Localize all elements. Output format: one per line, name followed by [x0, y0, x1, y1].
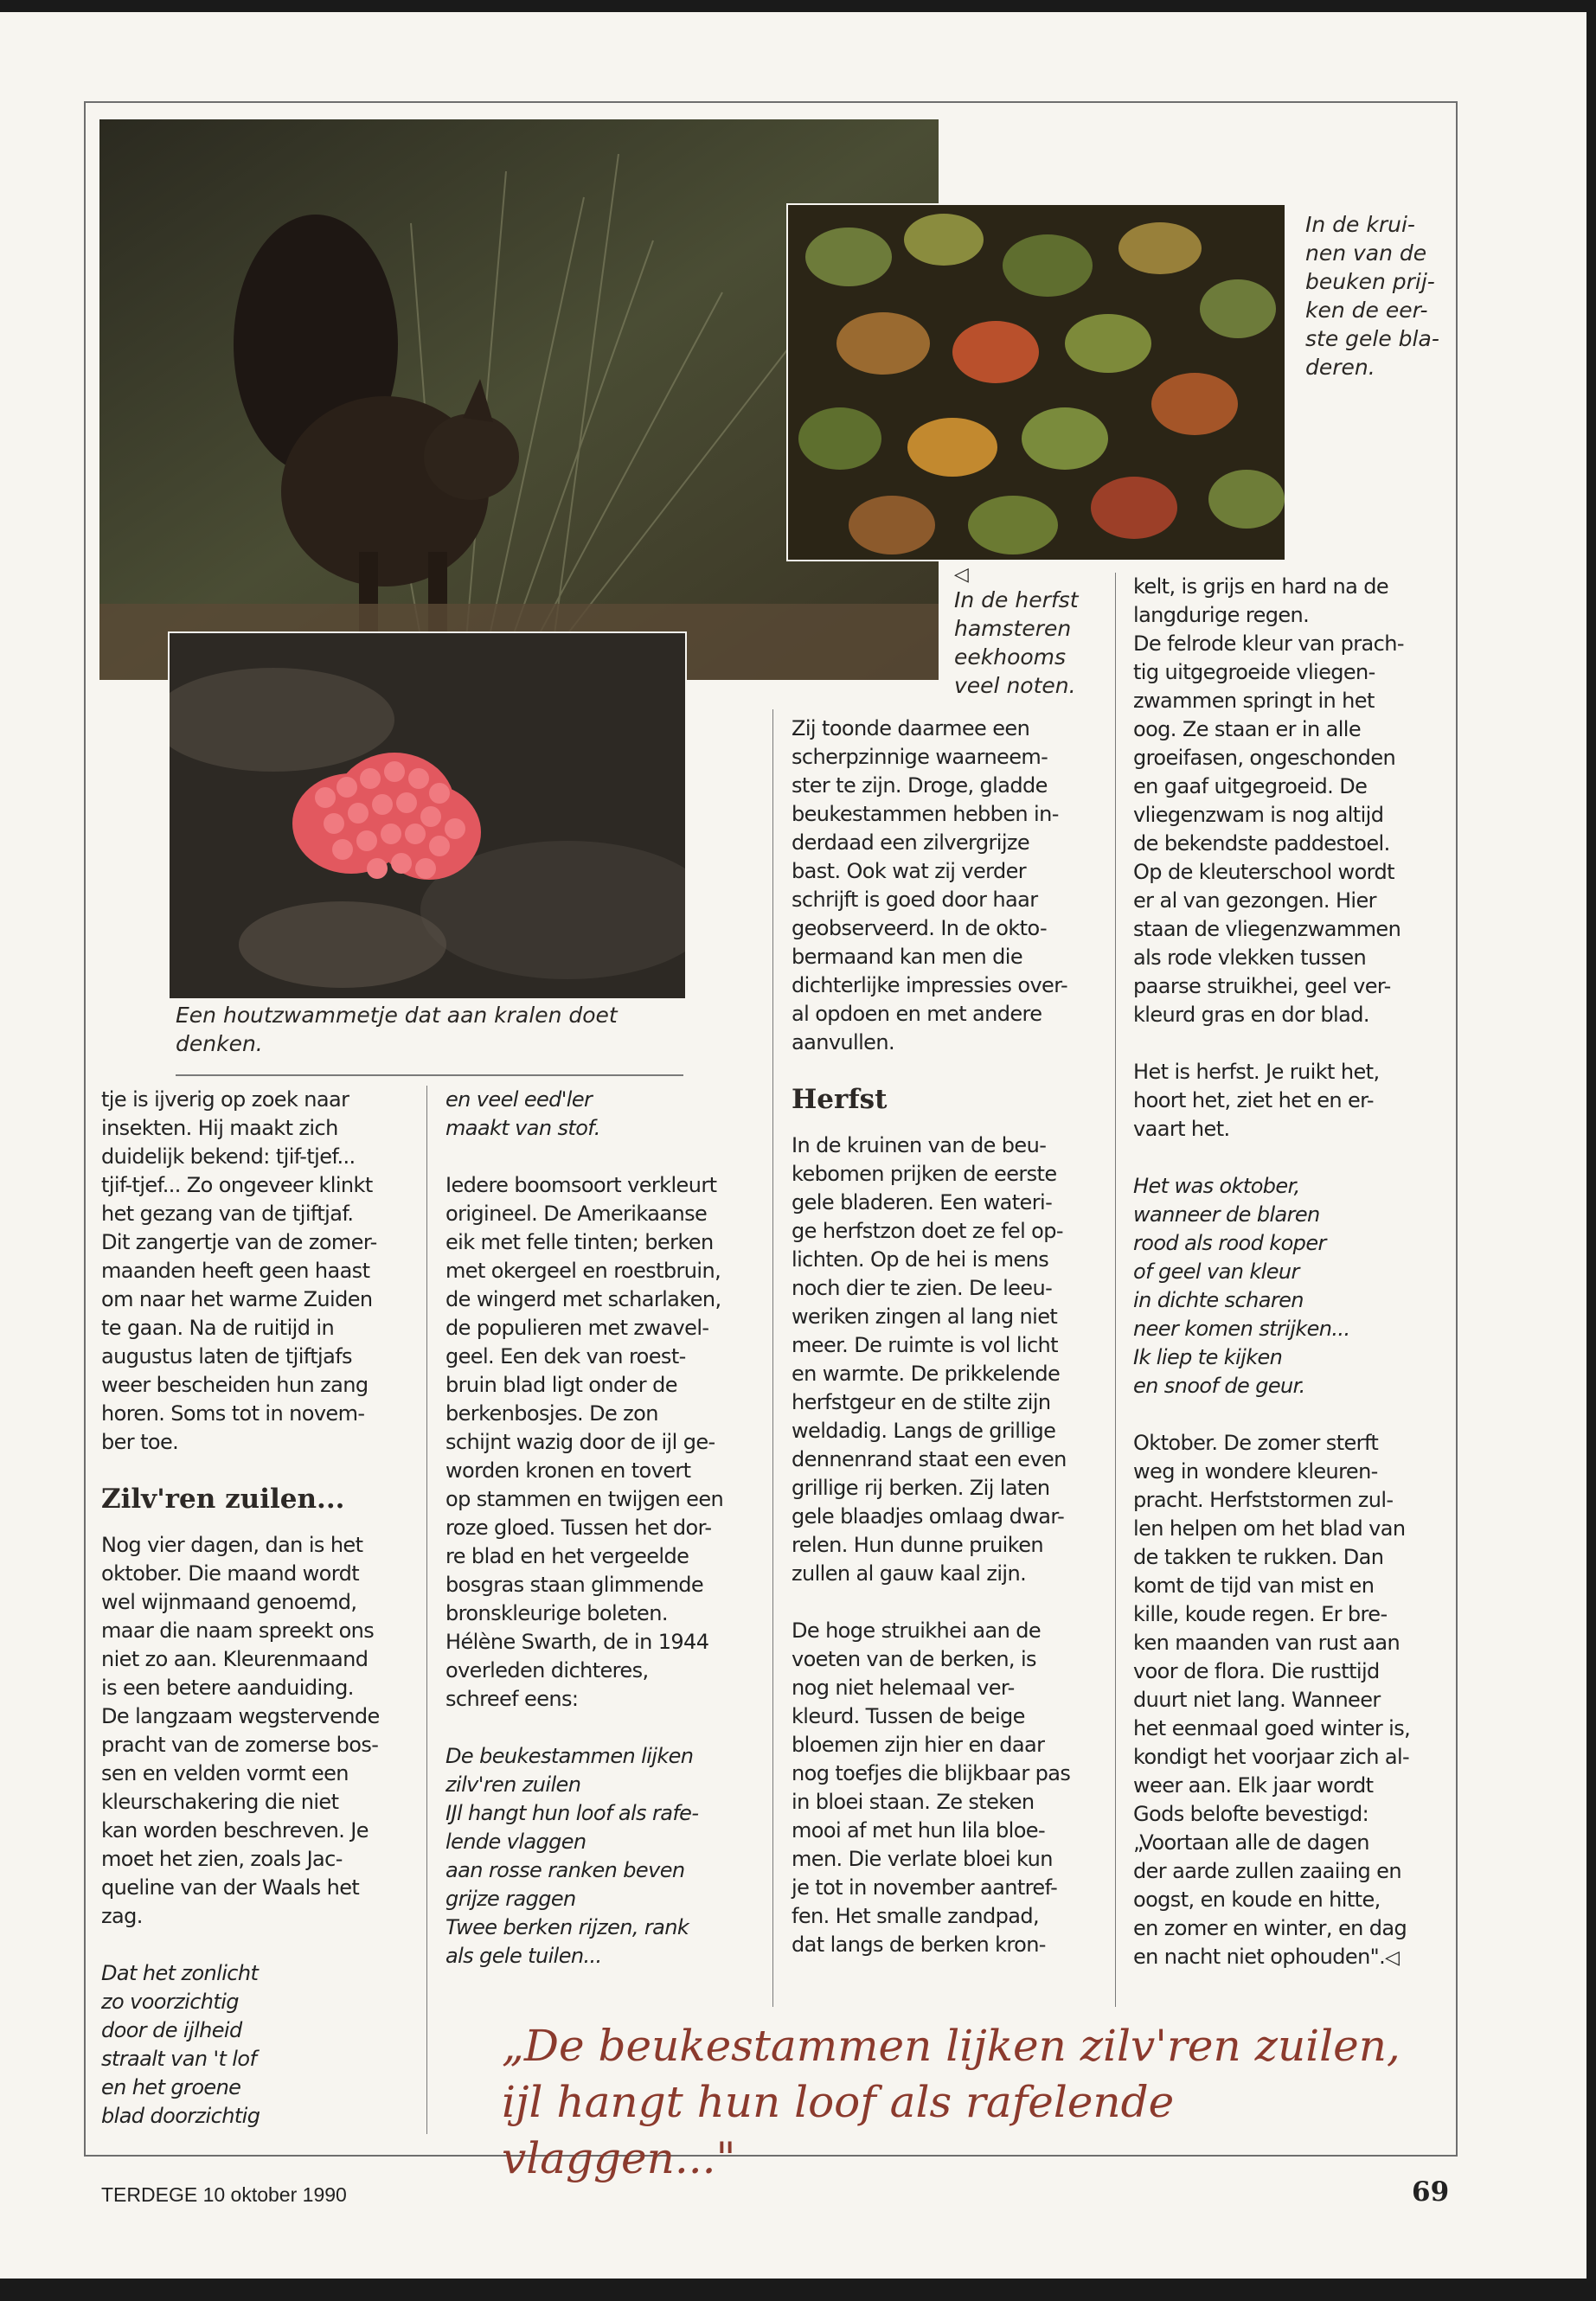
pull-quote: „De beukestammen lijken zilv'ren zuilen, ijl hangt hun loof als rafelende vlaggen..."	[502, 2021, 1401, 2183]
fungus-caption: Een houtzwammetje dat aan kralen doet denken.	[176, 1003, 618, 1056]
paragraph: Het is herfst. Je ruikt het, hoort het, ziet het en er- vaart het.	[1133, 1060, 1380, 1141]
section-heading: Zilv'ren zuilen...	[101, 1484, 345, 1515]
section-heading: Herfst	[792, 1084, 888, 1115]
column-1	[101, 1086, 413, 2159]
paragraph: Zij toonde daarmee een scherpzinnige waarneem- ster te zijn. Droge, gladde beukestammen hebben in- derdaad een zilvergrijze bast. Ook wat zij verder schrijft is goed door haar geobserveerd. In de okto- bermaand kan men die dichterlijke impressies over- al opdoen en met andere aanvullen.	[792, 716, 1067, 1054]
column-2	[445, 1086, 761, 1999]
column-divider-1	[426, 1086, 427, 2134]
poem: en veel eed'ler maakt van stof.	[445, 1087, 600, 1140]
end-marker: ◁	[1385, 1947, 1400, 1969]
squirrel-caption: In de herfst hamsteren eekhooms veel noten.	[954, 587, 1079, 698]
paragraph: kelt, is grijs en hard na de langdurige regen. De felrode kleur van prach- tig uitgegroeide vliegen- zwammen springt in het oog. Ze staan er in alle groeifasen, ongeschonden en gaaf uitgegroeid. De vliegenzwam is nog altijd de bekendste paddestoel. Op de kleuterschool wordt er al van gezongen. Hier staan de vliegenzwammen als rode vlekken tussen paarse struikhei, geel ver- kleurd gras en dor blad.	[1133, 574, 1404, 1027]
column-divider-3	[1115, 573, 1116, 2007]
paragraph: tje is ijverig op zoek naar insekten. Hij maakt zich duidelijk bekend: tjif-tjef... tjif-tjef... Zo ongeveer klinkt het gezang van de tjiftjaf. Dit zangertje van de zomer- maanden heeft geen haast om naar het warme Zuiden te gaan. Na de ruitijd in augustus laten de tjiftjafs weer bescheiden hun zang horen. Soms tot in novem- ber toe.	[101, 1087, 377, 1454]
column-divider-2	[772, 709, 773, 2007]
closing-paragraph: Oktober. De zomer sterft weg in wondere kleuren- pracht. Herfststormen zul- len helpen om het blad van de takken te rukken. Dan komt de tijd van mist en kille, koude regen. Er bre- ken maanden van rust aan voor de flora. Die rusttijd duurt niet lang. Wanneer het eenmaal goed winter is, kondigt het voorjaar zich al- weer aan. Elk jaar wordt Gods belofte bevestigd: „Voortaan alle de dagen der aarde zullen zaaiing en oogst, en koude en hitte, en zomer en winter, en dag en nacht niet ophouden".	[1133, 1431, 1411, 1969]
squirrel-caption-marker: ◁	[954, 564, 969, 586]
poem: De beukestammen lijken zilv'ren zuilen IJl hangt hun loof als rafe- lende vlaggen aan rosse ranken beven grijze raggen Twee berken rijzen, rank als gele tuilen...	[445, 1744, 699, 1968]
column-4	[1133, 573, 1453, 2001]
paragraph	[1133, 1429, 1453, 1972]
paragraph: In de kruinen van de beu- kebomen prijken de eerste gele bladeren. Een wateri- ge herfstzon doet ze fel op- lichten. Op de hei is mens noch dier te zien. De leeu- weriken zingen al lang niet meer. De ruimte is vol licht en warmte. De prikkelende herfstgeur en de stilte zijn weldadig. Langs de grillige dennenrand staat een even grillige rij berken. Zij laten gele blaadjes omlaag dwar- relen. Hun dunne pruiken zullen al gauw kaal zijn.	[792, 1133, 1067, 1586]
footer-publication: TERDEGE 10 oktober 1990	[101, 2183, 347, 2206]
paragraph: De hoge struikhei aan de voeten van de berken, is nog niet helemaal ver- kleurd. Tussen de beige bloemen zijn hier en daar nog toefjes die blijkbaar pas in bloei staan. Ze steken mooi af met hun lila bloe- men. Die verlate bloei kun je tot in november aantref- fen. Het smalle zandpad, dat langs de berken kron-	[792, 1618, 1071, 1957]
column-3	[792, 715, 1103, 1988]
caption-rule	[176, 1074, 683, 1076]
page-number: 69	[1412, 2176, 1450, 2208]
beech-leaves-photo	[786, 203, 1286, 561]
poem: Dat het zonlicht zo voorzichtig door de ijlheid straalt van 't lof en het groene blad doorzichtig	[101, 1961, 260, 2128]
fungus-photo	[168, 631, 687, 1000]
leaves-caption: In de krui- nen van de beuken prij- ken de eer- ste gele bla- deren.	[1305, 212, 1439, 380]
poem: Het was oktober, wanneer de blaren rood als rood koper of geel van kleur in dichte scharen neer komen strijken... Ik liep te kijken en snoof de geur.	[1133, 1174, 1350, 1398]
paragraph: Iedere boomsoort verkleurt origineel. De Amerikaanse eik met felle tinten; berken met okergeel en roestbruin, de wingerd met scharlaken, de populieren met zwavel- geel. Een dek van roest- bruin blad ligt onder de berkenbosjes. De zon schijnt wazig door de ijl ge- worden kronen en tovert op stammen en twijgen een roze gloed. Tussen het dor- re blad en het vergeelde bosgras staan glimmende bronskleurige boleten. Hélène Swarth, de in 1944 overleden dichteres, schreef eens:	[445, 1173, 724, 1711]
paragraph: Nog vier dagen, dan is het oktober. Die maand wordt wel wijnmaand genoemd, maar die naam spreekt ons niet zo aan. Kleurenmaand is een betere aanduiding. De langzaam wegstervende pracht van de zomerse bos- sen en velden vormt een kleurschakering die niet kan worden beschreven. Je moet het zien, zoals Jac- queline van der Waals het zag.	[101, 1533, 380, 1928]
